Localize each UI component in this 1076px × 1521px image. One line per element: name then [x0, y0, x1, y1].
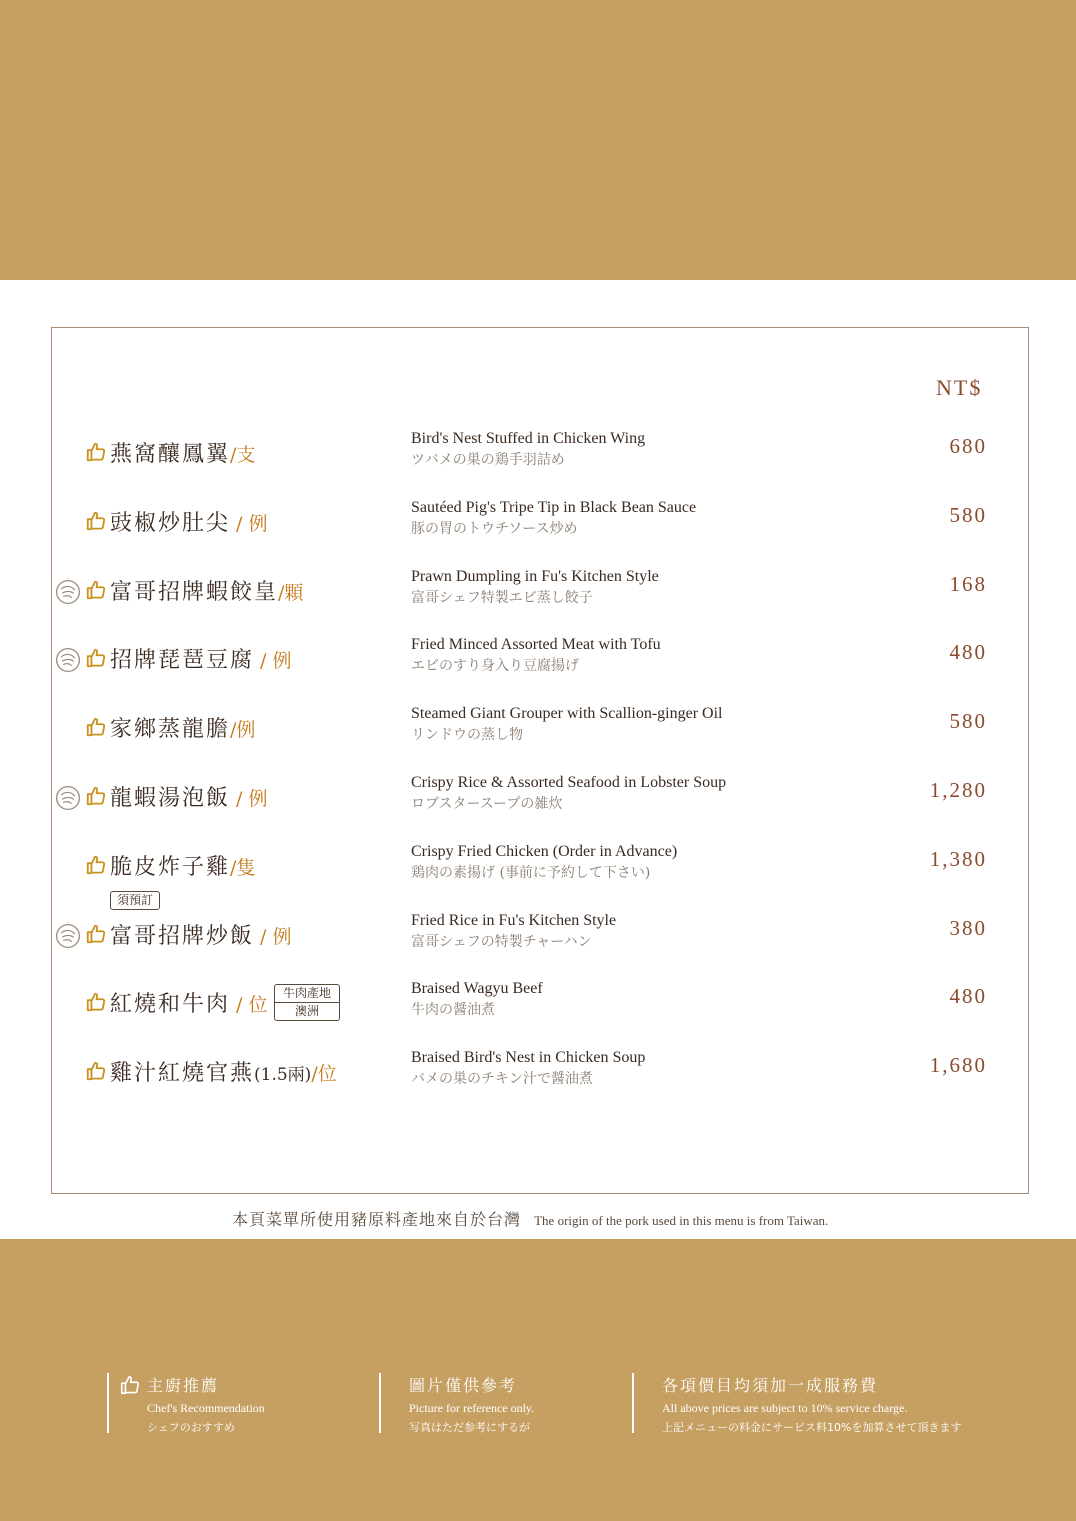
dish-name-jp: 富哥シェフの特製チャーハン: [411, 934, 592, 950]
dish-unit: /隻: [230, 857, 256, 879]
shrimp-icon: [55, 647, 81, 673]
dish-name-jp: エビのすり身入り豆腐揚げ: [411, 658, 579, 674]
dish-name-zh-text: 雞汁紅燒官燕: [110, 1061, 255, 1086]
legend-picture-reference: [379, 1373, 619, 1433]
thumbs-up-icon: [85, 579, 107, 601]
thumbs-up-icon: [85, 1060, 107, 1082]
legend-jp: シェフのおすすめ: [147, 1421, 235, 1434]
legend-title: 主廚推薦: [147, 1376, 220, 1395]
pork-origin-zh: 本頁菜單所使用豬原料產地來自於台灣: [232, 1210, 522, 1229]
dish-name-jp: 富哥シェフ特製エビ蒸し餃子: [411, 590, 593, 606]
legend-title: 圖片僅供參考: [409, 1376, 518, 1395]
legend-en: Chef's Recommendation: [147, 1401, 265, 1415]
dish-name-jp: ツバメの巣の鶏手羽詰め: [411, 452, 565, 468]
dish-unit: / 例: [230, 788, 268, 810]
dish-name-en: Steamed Giant Grouper with Scallion-ginger Oil: [411, 705, 723, 722]
dish-price: 1,680: [929, 1053, 987, 1077]
dish-price: 580: [949, 503, 987, 527]
thumbs-up-icon: [85, 991, 107, 1013]
legend-jp: 上記メニューの料金にサービス料10%を加算させて頂きます: [662, 1421, 962, 1434]
dish-name-zh-text: 脆皮炸子雞: [110, 855, 231, 880]
dish-name-zh: [110, 712, 255, 743]
pork-origin-note: [232, 1207, 828, 1230]
thumbs-up-icon: [85, 647, 107, 669]
thumbs-up-icon: [85, 785, 107, 807]
beef-origin-badge: [274, 984, 340, 1021]
dish-name-en: Prawn Dumpling in Fu's Kitchen Style: [411, 568, 659, 585]
dish-name-zh-text: 富哥招牌蝦餃皇: [110, 580, 279, 605]
menu-item-row: [0, 912, 1076, 983]
dish-name-zh: [110, 781, 268, 812]
legend-service-charge: [632, 1373, 1032, 1433]
dish-price: 480: [949, 640, 987, 664]
legend-chef-recommendation: [107, 1373, 367, 1433]
menu-item-row: [0, 499, 1076, 570]
dish-unit: /例: [230, 719, 256, 741]
dish-name-jp: 豚の胃のトウチソース炒め: [411, 521, 578, 537]
dish-name-en: Sautéed Pig's Tripe Tip in Black Bean Sauce: [411, 499, 697, 516]
pork-origin-en: The origin of the pork used in this menu is from Taiwan.: [534, 1213, 829, 1228]
beef-origin-label: 牛肉產地: [282, 986, 331, 1000]
legend-en: Picture for reference only.: [409, 1401, 535, 1415]
dish-unit: /位: [311, 1063, 337, 1085]
dish-price: 580: [949, 709, 987, 733]
dish-name-zh: [110, 437, 255, 468]
dish-unit: / 例: [254, 650, 292, 672]
dish-name-zh: [110, 919, 292, 950]
dish-name-en: Crispy Fried Chicken (Order in Advance): [411, 843, 678, 860]
thumbs-up-icon: [85, 854, 107, 876]
menu-item-row: [0, 980, 1076, 1051]
dish-name-zh: [110, 987, 268, 1018]
dish-name-zh: [110, 575, 303, 606]
dish-name-zh: [110, 1056, 337, 1087]
shrimp-icon: [55, 923, 81, 949]
dish-name-en: Fried Minced Assorted Meat with Tofu: [411, 636, 661, 653]
menu-item-row: [0, 568, 1076, 639]
dish-name-zh: [110, 506, 268, 537]
thumbs-up-icon: [85, 923, 107, 945]
menu-item-row: [0, 774, 1076, 845]
advance-order-badge: 須預訂: [110, 891, 160, 910]
dish-name-en: Braised Wagyu Beef: [411, 980, 543, 997]
dish-name-en: Crispy Rice & Assorted Seafood in Lobster Soup: [411, 774, 727, 791]
menu-item-row: [0, 705, 1076, 776]
top-decorative-band: [0, 0, 1076, 280]
thumbs-up-icon: [119, 1374, 141, 1396]
dish-price: 1,380: [929, 847, 987, 871]
beef-origin-country: 澳洲: [275, 1002, 339, 1020]
menu-item-row: [0, 636, 1076, 707]
dish-name-zh: [110, 850, 255, 881]
dish-name-zh-text: 豉椒炒肚尖: [110, 511, 231, 536]
legend-jp: 写真はただ参考にするが: [409, 1421, 530, 1434]
dish-price: 1,280: [929, 778, 987, 802]
shrimp-icon: [55, 579, 81, 605]
dish-name-en: Bird's Nest Stuffed in Chicken Wing: [411, 430, 646, 447]
thumbs-up-icon: [85, 716, 107, 738]
dish-name-zh-text: 龍蝦湯泡飯: [110, 786, 231, 811]
thumbs-up-icon: [85, 441, 107, 463]
thumbs-up-icon: [85, 510, 107, 532]
dish-price: 680: [949, 434, 987, 458]
dish-unit: / 例: [254, 926, 292, 948]
dish-name-en: Braised Bird's Nest in Chicken Soup: [411, 1049, 646, 1066]
dish-name-zh-text: 家鄉蒸龍膽: [110, 717, 231, 742]
dish-unit: / 位: [230, 994, 268, 1016]
dish-name-zh-text: 燕窩釀鳳翼: [110, 442, 231, 467]
dish-name-jp: 牛肉の醤油煮: [411, 1002, 495, 1018]
dish-name-jp: 鶏肉の素揚げ (事前に予約して下さい): [411, 865, 651, 881]
dish-name-zh-text: 紅燒和牛肉: [110, 992, 231, 1017]
dish-name-zh: [110, 643, 292, 674]
dish-name-jp: バメの巣のチキン汁で醤油煮: [411, 1071, 593, 1087]
dish-price: 380: [949, 916, 987, 940]
legend-title: 各項價目均須加一成服務費: [662, 1376, 879, 1395]
dish-unit: / 例: [230, 513, 268, 535]
dish-quantity: (1.5兩): [254, 1065, 312, 1085]
dish-name-en: Fried Rice in Fu's Kitchen Style: [411, 912, 617, 929]
dish-name-jp: ロブスタースープの雑炊: [411, 796, 563, 812]
menu-item-row: [0, 843, 1076, 914]
dish-unit: /顆: [278, 582, 304, 604]
currency-header: NT$: [936, 375, 983, 400]
dish-name-zh-text: 招牌琵琶豆腐: [110, 648, 255, 673]
legend-en: All above prices are subject to 10% service charge.: [662, 1401, 908, 1415]
shrimp-icon: [55, 785, 81, 811]
dish-name-zh-text: 富哥招牌炒飯: [110, 924, 255, 949]
dish-price: 168: [949, 572, 987, 596]
dish-name-jp: リンドウの蒸し物: [411, 727, 523, 743]
dish-unit: /支: [230, 444, 256, 466]
dish-price: 480: [949, 984, 987, 1008]
menu-item-row: [0, 1049, 1076, 1120]
menu-item-row: [0, 430, 1076, 501]
